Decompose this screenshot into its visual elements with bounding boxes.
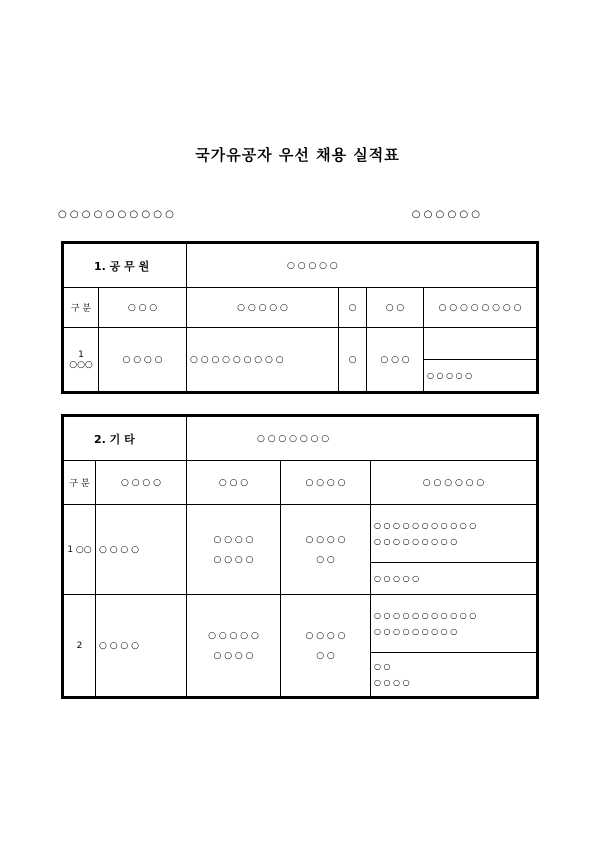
s2-row1-no: 1 ○○ <box>64 505 96 595</box>
s2-row1-col3a: ○ ○ ○ ○ <box>213 534 254 545</box>
s2-row2-col3 <box>187 595 281 697</box>
s2-row1-col4 <box>281 505 371 595</box>
s2-row2-col3b: ○ ○ ○ ○ <box>213 650 254 661</box>
s1-header-4: ○ <box>339 288 367 328</box>
s2-row2-col5d: ○ ○ ○ ○ <box>374 677 410 687</box>
s2-header-1: 구 분 <box>64 461 96 505</box>
s1-row-col5: ○ ○ ○ <box>367 328 424 392</box>
s2-row1-col4a: ○ ○ ○ ○ <box>305 534 346 545</box>
section1-table <box>63 243 537 392</box>
s2-header-4: ○ ○ ○ ○ <box>281 461 371 505</box>
section2-heading: 2. 기 타 <box>64 417 187 461</box>
s2-row1-col5c: ○ ○ ○ ○ ○ <box>371 563 537 595</box>
meta-left: ○ ○ ○ ○ ○ ○ ○ ○ ○ ○ <box>58 209 174 220</box>
s1-row-col4: ○ <box>339 328 367 392</box>
s1-row-no: 1 ○○○ <box>64 328 99 392</box>
s2-header-5: ○ ○ ○ ○ ○ ○ <box>371 461 537 505</box>
s2-header-2: ○ ○ ○ ○ <box>96 461 187 505</box>
s2-row2-col3a: ○ ○ ○ ○ ○ <box>208 630 259 641</box>
s2-row1-col3 <box>187 505 281 595</box>
s2-header-3: ○ ○ ○ <box>187 461 281 505</box>
s2-row2-col4a: ○ ○ ○ ○ <box>305 630 346 641</box>
s1-row-col3: ○ ○ ○ ○ ○ ○ ○ ○ ○ <box>187 328 339 392</box>
s2-row1-col5b: ○ ○ ○ ○ ○ ○ ○ ○ ○ <box>374 536 458 546</box>
s2-row2-no: 2 <box>64 595 96 697</box>
s1-header-6: ○ ○ ○ ○ ○ ○ ○ ○ <box>424 288 537 328</box>
document-title: 국가유공자 우선 채용 실적표 <box>195 146 400 164</box>
s2-row2-col5b: ○ ○ ○ ○ ○ ○ ○ ○ ○ <box>374 626 458 636</box>
s1-header-1: 구 분 <box>64 288 99 328</box>
section2-subheading: ○ ○ ○ ○ ○ ○ ○ <box>187 417 537 461</box>
s1-row-col6a <box>424 328 537 360</box>
s2-row2-col5-bottom <box>371 653 537 697</box>
s2-row2-col4b: ○ ○ <box>316 650 335 661</box>
s1-header-2: ○ ○ ○ <box>99 288 187 328</box>
s2-row2-col5-top <box>371 595 537 653</box>
s2-row1-col4b: ○ ○ <box>316 554 335 565</box>
s2-row1-col2: ○ ○ ○ ○ <box>96 505 187 595</box>
s2-row2-col5c: ○ ○ <box>374 661 391 671</box>
s1-header-5: ○ ○ <box>367 288 424 328</box>
s1-header-3: ○ ○ ○ ○ ○ <box>187 288 339 328</box>
section1-heading: 1. 공 무 원 <box>64 244 187 288</box>
section1-subheading: ○ ○ ○ ○ ○ <box>187 244 537 288</box>
s2-row1-col5-top <box>371 505 537 563</box>
s2-row2-col5a: ○ ○ ○ ○ ○ ○ ○ ○ ○ ○ ○ <box>374 610 477 620</box>
s2-row1-col3b: ○ ○ ○ ○ <box>213 554 254 565</box>
s2-row2-col2: ○ ○ ○ ○ <box>96 595 187 697</box>
s1-row-col6b: ○ ○ ○ ○ ○ <box>424 360 537 392</box>
s2-row1-col5a: ○ ○ ○ ○ ○ ○ ○ ○ ○ ○ ○ <box>374 520 477 530</box>
meta-right: ○ ○ ○ ○ ○ ○ <box>411 209 480 220</box>
s1-row-col2: ○ ○ ○ ○ <box>99 328 187 392</box>
s2-row2-col4 <box>281 595 371 697</box>
section2-table <box>63 416 537 697</box>
